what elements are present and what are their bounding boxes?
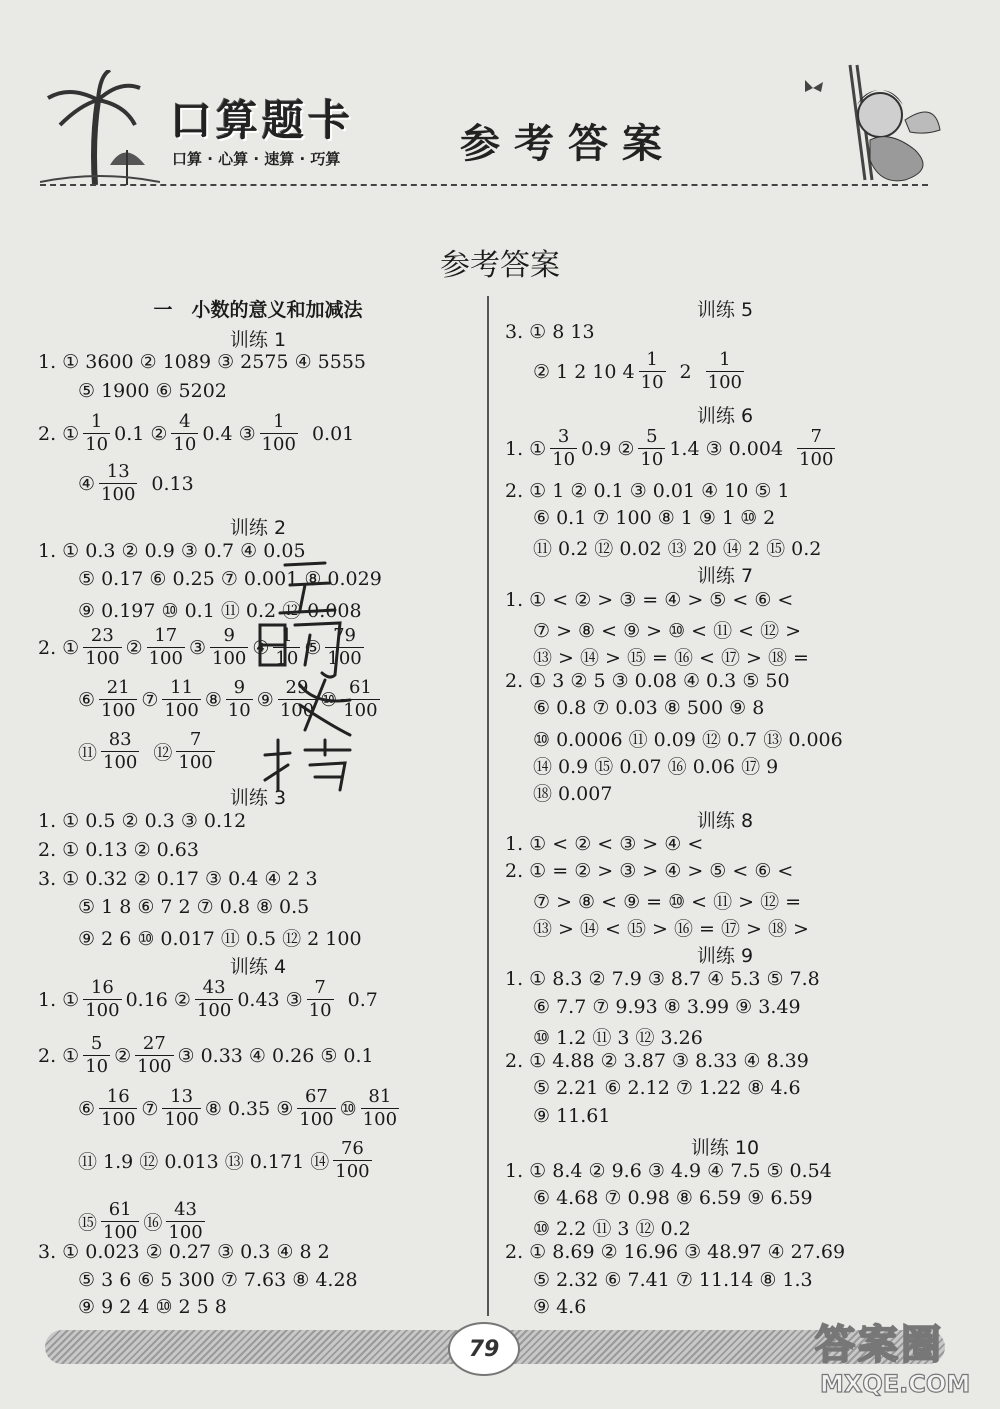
answer-line: 2. ① 8.69 ② 16.96 ③ 48.97 ④ 27.69 [505,1241,846,1263]
answer-line: ⑱ 0.007 [533,783,613,805]
fraction: $\frac{76}{100}$ [335,1138,370,1182]
watermark-url: MXQE.COM [820,1370,971,1398]
answer-line: ⑥ 0.8 ⑦ 0.03 ⑧ 500 ⑨ 8 [533,697,765,719]
fraction: $\frac{7}{10}$ [308,977,332,1021]
answer-line: 3. ① 8 13 [505,321,595,343]
answer-line: ⑦ > ⑧ < ⑨ > ⑩ < ⑪ < ⑫ > [533,620,802,642]
fraction: $\frac{83}{100}$ [103,729,138,773]
answer-line: ⑤ 2.21 ⑥ 2.12 ⑦ 1.22 ⑧ 4.6 [533,1077,801,1099]
answer-line: ⑨ 4.6 [533,1296,587,1318]
answer-line: ⑤ 1900 ⑥ 5202 [78,380,227,402]
exercise-heading: 训练 6 [696,405,754,427]
exercise-heading: 训练 3 [229,787,287,809]
fraction: $\frac{9}{10}$ [227,677,251,721]
book-logo [40,70,400,190]
answer-line: ⑨ 11.61 [533,1105,611,1127]
exercise-heading: 训练 1 [229,329,287,351]
answer-line: ⑥ 7.7 ⑦ 9.93 ⑧ 3.99 ⑨ 3.49 [533,996,801,1018]
answer-line: 2. ① $\frac{23}{100}$ ② $\frac{17}{100}$ ③ $\frac{9}{100}$ ④ $\frac{1}{10}$ ⑤ $\frac{79}{100}$ [38,625,362,669]
fraction: $\frac{5}{10}$ [640,426,664,470]
fraction: $\frac{1}{10}$ [85,411,109,455]
section-title: 一 小数的意义和加减法 [153,299,363,321]
answer-line: ⑬ > ⑭ > ⑮ = ⑯ < ⑰ > ⑱ = [533,647,809,669]
fraction: $\frac{13}{100}$ [164,1086,199,1130]
fraction: $\frac{16}{100}$ [85,977,120,1021]
page-number: 79 [448,1322,520,1376]
fraction: $\frac{11}{100}$ [164,677,199,721]
fraction: $\frac{17}{100}$ [148,625,183,669]
answer-line: ⑮ $\frac{61}{100}$ ⑯ $\frac{43}{100}$ [78,1199,203,1243]
answer-line: 1. ① 8.4 ② 9.6 ③ 4.9 ④ 7.5 ⑤ 0.54 [505,1160,832,1182]
fraction: $\frac{43}{100}$ [196,977,232,1021]
fraction: $\frac{1}{10}$ [275,625,299,669]
book-subtitle: 口算 · 心算 · 速算 · 巧算 [172,150,341,168]
fraction: $\frac{79}{100}$ [327,625,362,669]
answer-line: 1. ① < ② > ③ = ④ > ⑤ < ⑥ < [505,589,794,611]
answer-line: 1. ① 3600 ② 1089 ③ 2575 ④ 5555 [38,351,366,373]
answer-line: 1. ① $\frac{3}{10}$ 0.9 ② $\frac{5}{10}$ 1.4 ③ 0.004 $\frac{7}{100}$ [505,426,834,470]
answer-line: ⑬ > ⑭ < ⑮ > ⑯ = ⑰ > ⑱ > [533,918,809,940]
answer-line: ⑨ 2 6 ⑩ 0.017 ⑪ 0.5 ⑫ 2 100 [78,928,362,950]
answer-line: 2. ① 1 ② 0.1 ③ 0.01 ④ 10 ⑤ 1 [505,480,790,502]
exercise-heading: 训练 5 [696,299,754,321]
answer-line: 1. ① 0.3 ② 0.9 ③ 0.7 ④ 0.05 [38,540,306,562]
fraction: $\frac{1}{100}$ [707,349,742,393]
header-title: 参考答案 [460,120,676,167]
fraction: $\frac{27}{100}$ [137,1033,172,1077]
fraction: $\frac{67}{100}$ [299,1086,334,1130]
answer-line: ⑪ 1.9 ⑫ 0.013 ⑬ 0.171 ⑭ $\frac{76}{100}$ [78,1138,370,1182]
fraction: $\frac{21}{100}$ [101,677,136,721]
watermark-logo: 答案圈 [815,1322,944,1368]
answer-line: ⑨ 0.197 ⑩ 0.1 ⑪ 0.2 ⑫ 0.008 [78,600,362,622]
exercise-heading: 训练 10 [690,1137,760,1159]
answer-line: 1. ① $\frac{16}{100}$ 0.16 ② $\frac{43}{100}$ 0.43 ③ $\frac{7}{10}$ 0.7 [38,977,378,1021]
answer-line: 2. ① $\frac{1}{10}$ 0.1 ② $\frac{4}{10}$ 0.4 ③ $\frac{1}{100}$ 0.01 [38,411,355,455]
fraction: $\frac{29}{100}$ [279,677,315,721]
answer-line: ⑤ 0.17 ⑥ 0.25 ⑦ 0.001 ⑧ 0.029 [78,568,382,590]
handwritten-scribble [230,555,380,795]
fairy-illustration [795,60,945,190]
answer-line: ⑥ 0.1 ⑦ 100 ⑧ 1 ⑨ 1 ⑩ 2 [533,507,776,529]
answer-line: ⑩ 1.2 ⑪ 3 ⑫ 3.26 [533,1027,703,1049]
fraction: $\frac{1}{10}$ [640,349,664,393]
answer-line: 2. ① 0.13 ② 0.63 [38,839,199,861]
answer-line: ⑦ > ⑧ < ⑨ = ⑩ < ⑪ > ⑫ = [533,891,802,913]
fraction: $\frac{1}{100}$ [261,411,296,455]
answer-line: ⑪ 0.2 ⑫ 0.02 ⑬ 20 ⑭ 2 ⑮ 0.2 [533,538,822,560]
fraction: $\frac{16}{100}$ [101,1086,136,1130]
answer-line: 2. ① $\frac{5}{10}$ ② $\frac{27}{100}$ ③ 0.33 ④ 0.26 ⑤ 0.1 [38,1033,374,1077]
fraction: $\frac{43}{100}$ [168,1199,203,1243]
answer-line: 2. ① = ② > ③ > ④ > ⑤ < ⑥ < [505,860,794,882]
answer-line: ② 1 2 10 4 $\frac{1}{10}$ 2 $\frac{1}{100}$ [533,349,742,393]
exercise-heading: 训练 4 [229,956,287,978]
exercise-heading: 训练 9 [696,945,754,967]
column-divider [487,296,489,1316]
book-title: 口算题卡 [170,96,355,145]
answer-line: 3. ① 0.023 ② 0.27 ③ 0.3 ④ 8 2 [38,1241,330,1263]
header-divider [40,184,928,186]
fraction: $\frac{7}{100}$ [178,729,213,773]
fraction: $\frac{81}{100}$ [362,1086,398,1130]
fraction: $\frac{61}{100}$ [343,677,378,721]
answer-line: 2. ① 4.88 ② 3.87 ③ 8.33 ④ 8.39 [505,1050,809,1072]
fraction: $\frac{3}{10}$ [552,426,576,470]
answer-line: ⑤ 3 6 ⑥ 5 300 ⑦ 7.63 ⑧ 4.28 [78,1269,358,1291]
fraction: $\frac{13}{100}$ [101,461,136,505]
answer-line: ⑩ 0.0006 ⑪ 0.09 ⑫ 0.7 ⑬ 0.006 [533,729,843,751]
answer-line: ⑤ 2.32 ⑥ 7.41 ⑦ 11.14 ⑧ 1.3 [533,1269,813,1291]
answer-line: ④ $\frac{13}{100}$ 0.13 [78,461,194,505]
exercise-heading: 训练 2 [229,517,287,539]
answer-line: ⑨ 9 2 4 ⑩ 2 5 8 [78,1296,227,1318]
answer-line: 1. ① < ② < ③ > ④ < [505,833,704,855]
answer-line: 1. ① 8.3 ② 7.9 ③ 8.7 ④ 5.3 ⑤ 7.8 [505,968,820,990]
answer-line: ⑥ 4.68 ⑦ 0.98 ⑧ 6.59 ⑨ 6.59 [533,1187,813,1209]
answer-line: ⑥ $\frac{21}{100}$ ⑦ $\frac{11}{100}$ ⑧ $\frac{9}{10}$ ⑨ $\frac{29}{100}$ ⑩ $\frac{61}{100}$ [78,677,378,721]
exercise-heading: 训练 7 [696,565,754,587]
page-title: 参考答案 [440,248,560,283]
answer-line: ⑭ 0.9 ⑮ 0.07 ⑯ 0.06 ⑰ 9 [533,756,779,778]
fraction: $\frac{7}{100}$ [799,426,834,470]
fraction: $\frac{5}{10}$ [85,1033,109,1077]
answer-line: ⑥ $\frac{16}{100}$ ⑦ $\frac{13}{100}$ ⑧ 0.35 ⑨ $\frac{67}{100}$ ⑩ $\frac{81}{100}$ [78,1086,398,1130]
answer-line: 3. ① 0.32 ② 0.17 ③ 0.4 ④ 2 3 [38,868,318,890]
answer-line: ⑪ $\frac{83}{100}$ ⑫ $\frac{7}{100}$ [78,729,213,773]
answer-line: 2. ① 3 ② 5 ③ 0.08 ④ 0.3 ⑤ 50 [505,670,790,692]
fraction: $\frac{61}{100}$ [103,1199,138,1243]
fraction: $\frac{4}{10}$ [173,411,197,455]
answer-line: ⑤ 1 8 ⑥ 7 2 ⑦ 0.8 ⑧ 0.5 [78,896,310,918]
fraction: $\frac{9}{100}$ [212,625,247,669]
answer-line: 1. ① 0.5 ② 0.3 ③ 0.12 [38,810,247,832]
answer-line: ⑩ 2.2 ⑪ 3 ⑫ 0.2 [533,1218,691,1240]
fraction: $\frac{23}{100}$ [85,625,120,669]
exercise-heading: 训练 8 [696,810,754,832]
palm-tree-illustration [40,70,160,190]
